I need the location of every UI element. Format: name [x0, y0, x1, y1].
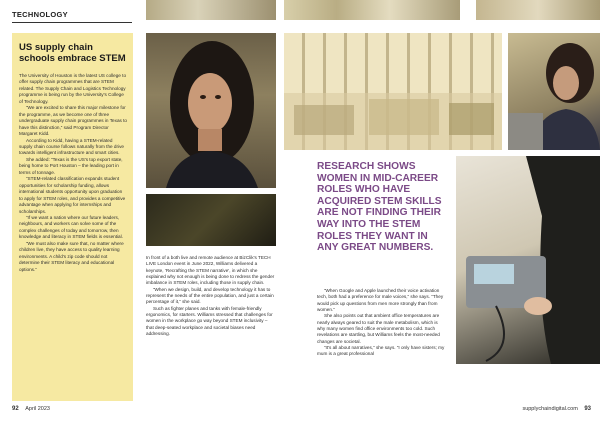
sidebar-paragraph: “If we want a nation where our future leaders, neighbours, and workers can solve some of the complex challenges of today and tomorrow, then knowledge and literacy in STEM fields is essential. — [19, 214, 123, 240]
photo-woman-with-equipment — [508, 33, 600, 150]
sidebar-paragraph: “STEM-related classification expands student opportunities for scholarship funding, allows international students opportunity upon graduation to apply for STEM roles, and provides a competitive advantage when applying for internships and scholarships. — [19, 176, 126, 214]
photo-woman-looking-up — [146, 33, 276, 188]
article-paragraph: “When we design, build, and develop technology it has to represent the needs of the entire population, and just a certain percentage of it,” she said. — [146, 286, 274, 305]
article-paragraph: She also points out that ambient office temperatures are nearly always geared to suit the male metabolism, which is why many women find office environments too cold. Such revelations are startling, but Williams feels the most-needed changes are societal. — [317, 313, 440, 344]
page-number-left: 92 — [12, 406, 19, 412]
photo-factory-floor — [284, 33, 502, 150]
footer-left — [12, 406, 50, 412]
sidebar-paragraph: The University of Houston is the latest US college to offer supply chain programmes that are STEM related. The Supply Chain and Logistics Technology programme is being run by the University's College of Technology. — [19, 73, 127, 104]
article-paragraph: Such as fighter planes and tanks with female-friendly ergonomics, for starters. Williams stressed that challenges for women in the workplace go way beyond STEM inclusivity – that deep-seated workplace and societal biases need addressing. — [146, 305, 273, 337]
page-number-right: 93 — [584, 406, 591, 412]
issue-date: April 2023 — [25, 406, 50, 412]
article-column-middle — [146, 255, 276, 337]
article-paragraph: In front of a both live and remote audience at BizClik's TECH LIVE London event in June 2022, Williams delivered a keynote, ‘Recrafting the STEM narrative’, in which she explained why not enough is being done to redress the gender imbalance in STEM roles, including those in supply chain. — [146, 255, 275, 286]
sidebar-paragraph: “We must also make sure that, no matter where children live, they have access to quality learning environments. A child's zip code should not determine their STEM literacy and educational options.” — [19, 240, 124, 272]
photo-hands-with-device — [456, 156, 600, 364]
section-rule — [12, 22, 132, 23]
sidebar-paragraph: “We are excited to share this major milestone for the programme, as we become one of three undergraduate supply chain programmes in Texas to have this distinction,” said Program Director Margaret Kidd. — [19, 105, 128, 137]
site-url[interactable]: supplychaindigital.com — [522, 406, 578, 412]
sidebar-paragraph: According to Kidd, having a STEM-related supply chain course follows naturally from the drive towards intelligent infrastructure and smart cities. — [19, 137, 124, 156]
photo-strip-right — [476, 0, 600, 20]
footer-right — [522, 406, 591, 412]
sidebar-box — [12, 33, 133, 401]
article-paragraph: “It's all about narratives,” she says. “I only have sisters; my mum is a great professional — [317, 345, 445, 357]
photo-strip-left — [146, 0, 276, 20]
photo-dark-detail — [146, 194, 276, 246]
photo-strip-middle — [284, 0, 460, 20]
section-label: TECHNOLOGY — [12, 10, 68, 19]
sidebar-body — [19, 73, 127, 273]
article-paragraph: “When Google and Apple launched their voice activation tech, both had a preference for male voices,” she says. “They would pick up questions from men more strongly than from women.” — [317, 288, 444, 313]
sidebar-title: US supply chain schools embrace STEM — [19, 42, 126, 64]
pull-quote: RESEARCH SHOWS WOMEN IN MID-CAREER ROLES WHO HAVE ACQUIRED STEM SKILLS ARE NOT FINDING THEIR WAY INTO THE STEM ROLES THEY WANT IN ANY GREAT NUMBERS. — [317, 161, 442, 254]
article-column-right — [317, 288, 445, 358]
sidebar-paragraph: She added: “Texas is the US's top export state, being home to Port Houston – the leading port in terms of tonnage. — [19, 156, 123, 175]
